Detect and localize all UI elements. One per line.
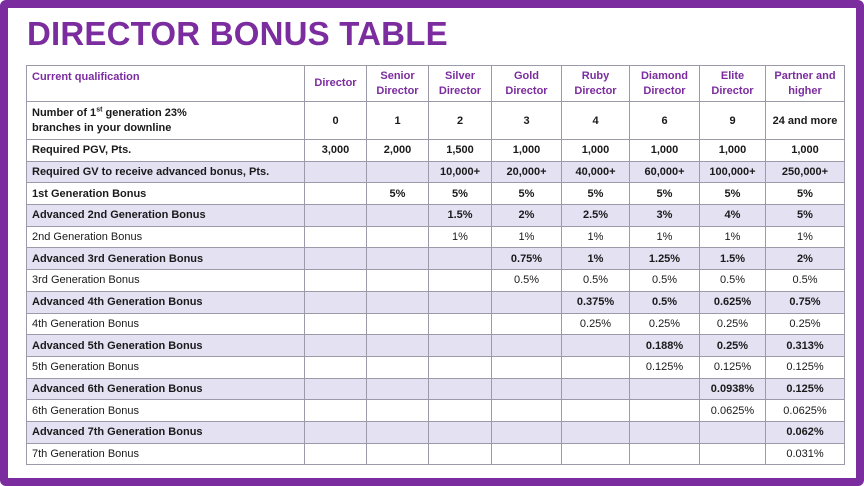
table-cell bbox=[305, 400, 367, 422]
table-cell bbox=[305, 356, 367, 378]
table-cell: 5% bbox=[562, 183, 630, 205]
table-cell bbox=[492, 313, 562, 335]
header-ruby-director: Ruby Director bbox=[562, 66, 630, 102]
table-row bbox=[27, 443, 845, 465]
header-gold-director: Gold Director bbox=[492, 66, 562, 102]
table-cell: 0.75% bbox=[492, 248, 562, 270]
table-cell: 40,000+ bbox=[562, 161, 630, 183]
table-cell bbox=[429, 378, 492, 400]
table-cell: 5% bbox=[700, 183, 766, 205]
table-cell bbox=[492, 291, 562, 313]
table-cell: 0.5% bbox=[700, 270, 766, 292]
table-cell: 0.375% bbox=[562, 291, 630, 313]
header-senior-director: Senior Director bbox=[367, 66, 429, 102]
table-cell bbox=[630, 421, 700, 443]
table-cell: 9 bbox=[700, 102, 766, 140]
table-row bbox=[27, 248, 845, 270]
table-cell: 0.0938% bbox=[700, 378, 766, 400]
table-cell bbox=[305, 248, 367, 270]
table-cell: 0.5% bbox=[630, 291, 700, 313]
table-row bbox=[27, 400, 845, 422]
table-cell bbox=[429, 313, 492, 335]
table-cell bbox=[305, 378, 367, 400]
table-cell bbox=[305, 270, 367, 292]
table-cell bbox=[562, 443, 630, 465]
table-cell: 6 bbox=[630, 102, 700, 140]
row-label: 7th Generation Bonus bbox=[27, 443, 305, 465]
table-cell bbox=[492, 378, 562, 400]
table-cell bbox=[429, 443, 492, 465]
table-cell bbox=[305, 205, 367, 227]
table-row bbox=[27, 378, 845, 400]
row-label: 3rd Generation Bonus bbox=[27, 270, 305, 292]
table-cell bbox=[700, 443, 766, 465]
table-cell: 1% bbox=[700, 226, 766, 248]
row-label: Advanced 3rd Generation Bonus bbox=[27, 248, 305, 270]
table-cell: 0.125% bbox=[700, 356, 766, 378]
table-row bbox=[27, 140, 845, 162]
header-partner-and-higher: Partner and higher bbox=[766, 66, 845, 102]
row-label: Number of 1st generation 23% branches in your downline bbox=[27, 102, 305, 140]
table-cell bbox=[429, 421, 492, 443]
table-cell: 0.313% bbox=[766, 335, 845, 357]
table-cell: 1% bbox=[630, 226, 700, 248]
table-cell bbox=[492, 356, 562, 378]
table-row bbox=[27, 205, 845, 227]
table-cell: 0.25% bbox=[700, 335, 766, 357]
table-cell: 1,000 bbox=[492, 140, 562, 162]
table-row bbox=[27, 226, 845, 248]
row-label: Advanced 5th Generation Bonus bbox=[27, 335, 305, 357]
table-cell: 0.125% bbox=[766, 356, 845, 378]
table-cell bbox=[367, 313, 429, 335]
header-director: Director bbox=[305, 66, 367, 102]
row-label: 6th Generation Bonus bbox=[27, 400, 305, 422]
table-cell bbox=[562, 400, 630, 422]
table-cell bbox=[305, 443, 367, 465]
table-row bbox=[27, 270, 845, 292]
table-cell bbox=[562, 335, 630, 357]
table-cell bbox=[492, 400, 562, 422]
table-cell: 0.25% bbox=[766, 313, 845, 335]
table-cell: 1 bbox=[367, 102, 429, 140]
table-cell bbox=[305, 183, 367, 205]
table-cell: 2,000 bbox=[367, 140, 429, 162]
table-cell: 1,500 bbox=[429, 140, 492, 162]
table-cell bbox=[367, 378, 429, 400]
table-cell: 1.5% bbox=[429, 205, 492, 227]
table-cell: 3 bbox=[492, 102, 562, 140]
row-label: 4th Generation Bonus bbox=[27, 313, 305, 335]
table-cell: 0 bbox=[305, 102, 367, 140]
table-cell bbox=[367, 443, 429, 465]
table-cell: 0.0625% bbox=[766, 400, 845, 422]
row-label: Advanced 4th Generation Bonus bbox=[27, 291, 305, 313]
table-cell bbox=[630, 378, 700, 400]
header-elite-director: Elite Director bbox=[700, 66, 766, 102]
table-cell: 4 bbox=[562, 102, 630, 140]
table-cell: 5% bbox=[492, 183, 562, 205]
table-cell bbox=[367, 400, 429, 422]
table-cell: 5% bbox=[766, 183, 845, 205]
table-cell bbox=[429, 356, 492, 378]
table-cell bbox=[367, 421, 429, 443]
table-cell: 2 bbox=[429, 102, 492, 140]
row-label: Advanced 6th Generation Bonus bbox=[27, 378, 305, 400]
table-cell bbox=[630, 443, 700, 465]
table-cell: 5% bbox=[766, 205, 845, 227]
table-cell bbox=[367, 248, 429, 270]
table-row bbox=[27, 183, 845, 205]
table-cell bbox=[492, 335, 562, 357]
table-cell: 1% bbox=[492, 226, 562, 248]
table-cell: 1.5% bbox=[700, 248, 766, 270]
table-cell bbox=[305, 335, 367, 357]
table-cell: 250,000+ bbox=[766, 161, 845, 183]
table-cell: 1% bbox=[562, 248, 630, 270]
table-cell: 4% bbox=[700, 205, 766, 227]
table-cell bbox=[492, 421, 562, 443]
table-cell: 5% bbox=[630, 183, 700, 205]
table-cell: 1.25% bbox=[630, 248, 700, 270]
table-cell: 1,000 bbox=[700, 140, 766, 162]
table-cell bbox=[305, 226, 367, 248]
header-row bbox=[27, 66, 845, 102]
table-row bbox=[27, 421, 845, 443]
table-cell bbox=[429, 270, 492, 292]
table-cell: 1,000 bbox=[630, 140, 700, 162]
page-title: DIRECTOR BONUS TABLE bbox=[27, 15, 448, 52]
table-cell bbox=[429, 291, 492, 313]
table-cell bbox=[367, 291, 429, 313]
table-cell: 100,000+ bbox=[700, 161, 766, 183]
table-cell bbox=[367, 205, 429, 227]
table-cell: 20,000+ bbox=[492, 161, 562, 183]
table-cell: 0.125% bbox=[630, 356, 700, 378]
table-cell: 2% bbox=[766, 248, 845, 270]
row-label: Advanced 7th Generation Bonus bbox=[27, 421, 305, 443]
row-label: 5th Generation Bonus bbox=[27, 356, 305, 378]
table-row bbox=[27, 161, 845, 183]
table-cell bbox=[562, 421, 630, 443]
table-cell bbox=[429, 248, 492, 270]
table-cell: 1% bbox=[766, 226, 845, 248]
header-silver-director: Silver Director bbox=[429, 66, 492, 102]
table-row bbox=[27, 356, 845, 378]
table-cell: 2.5% bbox=[562, 205, 630, 227]
table-cell: 5% bbox=[429, 183, 492, 205]
table-cell: 0.625% bbox=[700, 291, 766, 313]
table-row bbox=[27, 313, 845, 335]
table-cell bbox=[562, 378, 630, 400]
table-cell: 5% bbox=[367, 183, 429, 205]
table-cell bbox=[492, 443, 562, 465]
table-cell bbox=[429, 400, 492, 422]
table-row bbox=[27, 291, 845, 313]
table-cell: 0.25% bbox=[700, 313, 766, 335]
table-cell: 0.5% bbox=[492, 270, 562, 292]
table-cell bbox=[367, 226, 429, 248]
director-bonus-table bbox=[26, 65, 845, 465]
row-label: Required PGV, Pts. bbox=[27, 140, 305, 162]
table-cell: 2% bbox=[492, 205, 562, 227]
table-cell: 0.125% bbox=[766, 378, 845, 400]
table-cell: 0.0625% bbox=[700, 400, 766, 422]
table-cell bbox=[305, 421, 367, 443]
table-cell bbox=[367, 161, 429, 183]
row-label: Advanced 2nd Generation Bonus bbox=[27, 205, 305, 227]
table-cell bbox=[429, 335, 492, 357]
table-cell: 0.031% bbox=[766, 443, 845, 465]
table-cell: 0.75% bbox=[766, 291, 845, 313]
header-label: Current qualification bbox=[27, 66, 305, 102]
table-cell: 0.5% bbox=[630, 270, 700, 292]
table-row bbox=[27, 335, 845, 357]
table-cell: 0.5% bbox=[766, 270, 845, 292]
table-cell: 0.25% bbox=[562, 313, 630, 335]
table-cell bbox=[630, 400, 700, 422]
table-cell bbox=[367, 270, 429, 292]
table-cell: 0.062% bbox=[766, 421, 845, 443]
row-label: 2nd Generation Bonus bbox=[27, 226, 305, 248]
table-cell: 1% bbox=[562, 226, 630, 248]
table-cell: 10,000+ bbox=[429, 161, 492, 183]
table-cell: 0.188% bbox=[630, 335, 700, 357]
table-cell: 0.25% bbox=[630, 313, 700, 335]
table-cell bbox=[367, 356, 429, 378]
table-cell: 3% bbox=[630, 205, 700, 227]
table-cell: 1,000 bbox=[766, 140, 845, 162]
table-cell: 60,000+ bbox=[630, 161, 700, 183]
table-cell bbox=[562, 356, 630, 378]
table-cell: 1% bbox=[429, 226, 492, 248]
table-cell: 1,000 bbox=[562, 140, 630, 162]
header-diamond-director: Diamond Director bbox=[630, 66, 700, 102]
table-cell bbox=[305, 291, 367, 313]
table-cell bbox=[367, 335, 429, 357]
table-cell: 0.5% bbox=[562, 270, 630, 292]
table-cell bbox=[305, 161, 367, 183]
table-cell bbox=[700, 421, 766, 443]
table-cell bbox=[305, 313, 367, 335]
table-cell: 3,000 bbox=[305, 140, 367, 162]
row-label: Required GV to receive advanced bonus, Pts. bbox=[27, 161, 305, 183]
row-label: 1st Generation Bonus bbox=[27, 183, 305, 205]
table-cell: 24 and more bbox=[766, 102, 845, 140]
table-row-branches bbox=[27, 102, 845, 140]
